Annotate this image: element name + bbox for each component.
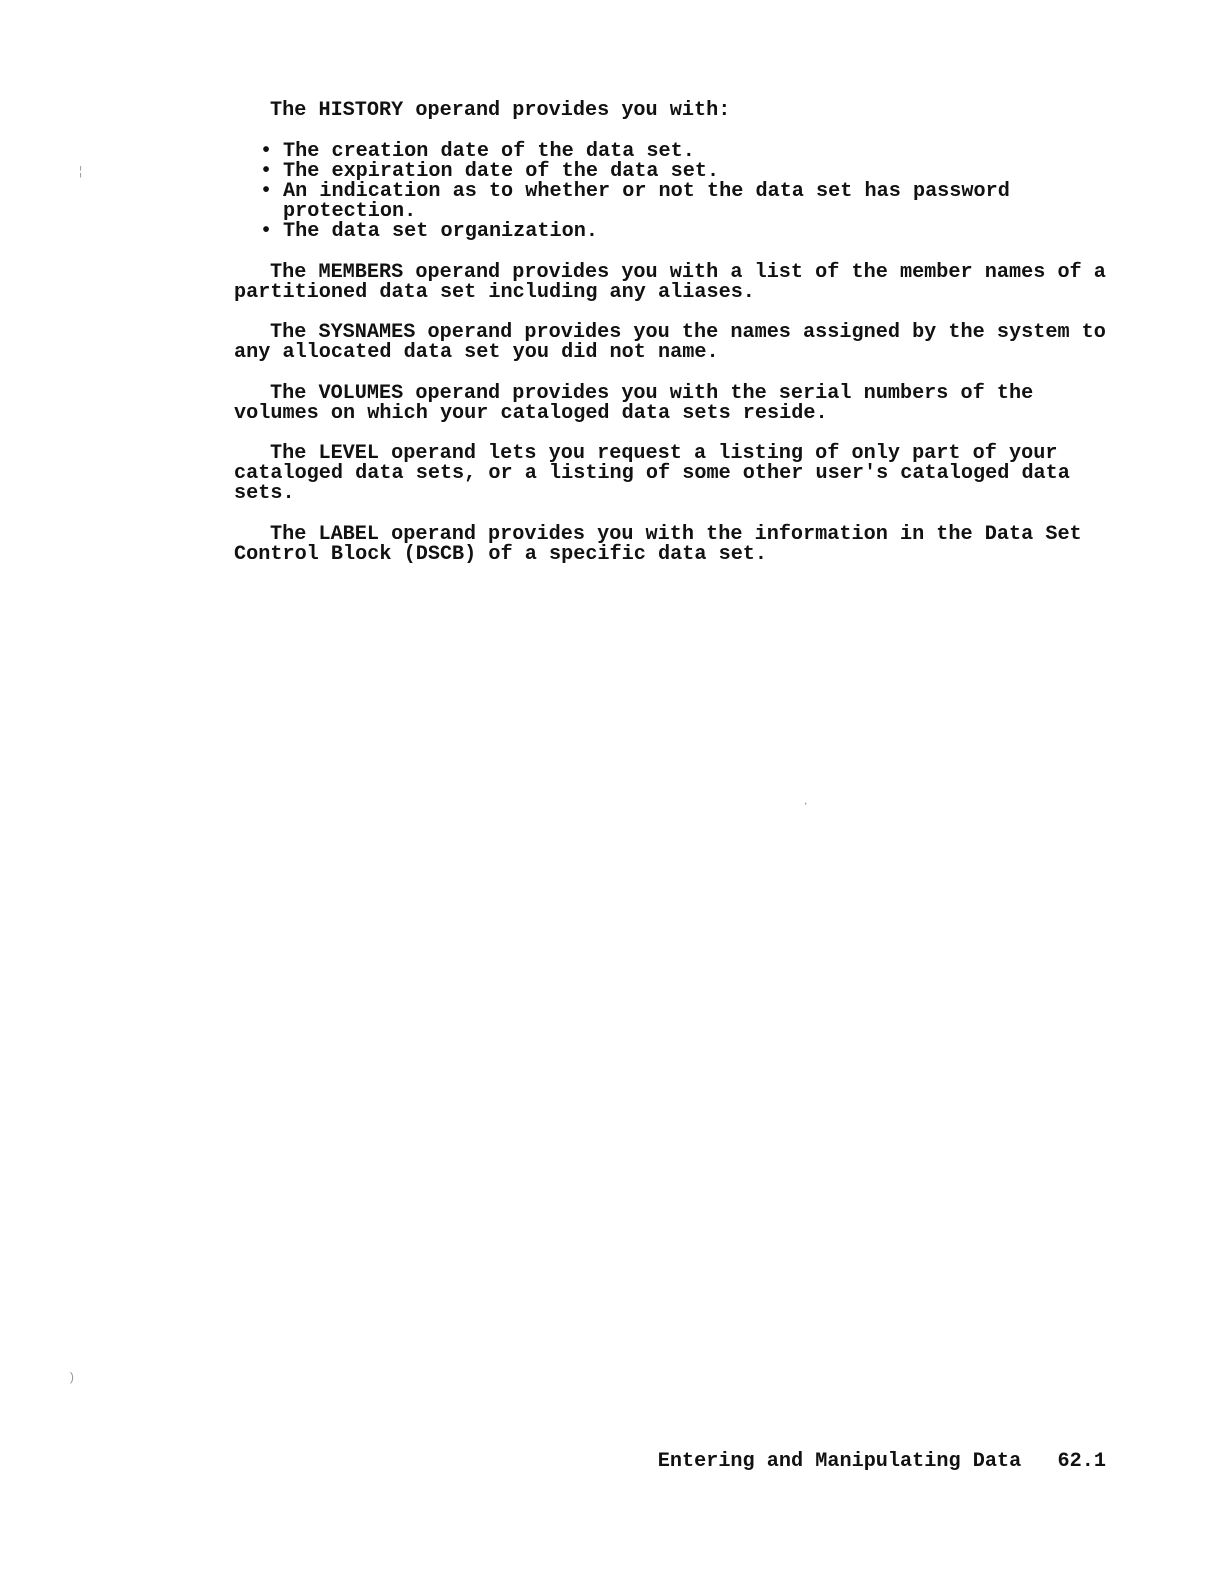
footer-section-title: Entering and Manipulating Data	[657, 1450, 1022, 1473]
scan-speck: )	[68, 1371, 76, 1385]
history-intro: The HISTORY operand provides you with:	[270, 99, 731, 122]
level-paragraph: The LEVEL operand lets you request a listing of only part of your cataloged data sets, or a listing of some other user's cataloged data sets.	[234, 442, 1070, 505]
label-paragraph: The LABEL operand provides you with the information in the Data Set Control Block (DSCB) of a specific data set.	[234, 522, 1082, 566]
bullet-dot-icon: •	[260, 140, 273, 163]
bullet-text: The data set organization.	[283, 220, 598, 243]
scan-speck: ·	[802, 797, 810, 811]
bullet-item	[234, 162, 1114, 182]
footer-page-number: 62.1	[1057, 1450, 1106, 1473]
bullet-item	[234, 222, 1114, 242]
bullet-text: The expiration date of the data set.	[283, 160, 720, 183]
members-paragraph: The MEMBERS operand provides you with a list of the member names of a partitioned data set including any aliases.	[234, 260, 1106, 304]
scan-speck: ¦	[77, 165, 85, 179]
page-footer	[658, 1452, 1106, 1472]
history-bullet-list	[234, 142, 1114, 242]
bullet-dot-icon: •	[260, 180, 273, 203]
bullet-text: An indication as to whether or not the data set has password protection.	[283, 180, 1010, 223]
page-body	[234, 101, 1114, 585]
volumes-paragraph: The VOLUMES operand provides you with the serial numbers of the volumes on which your cataloged data sets reside.	[234, 381, 1034, 425]
bullet-dot-icon: •	[260, 220, 273, 243]
bullet-text: The creation date of the data set.	[283, 140, 695, 163]
sysnames-paragraph: The SYSNAMES operand provides you the names assigned by the system to any allocated data set you did not name.	[234, 321, 1106, 364]
bullet-dot-icon: •	[260, 160, 273, 183]
bullet-item	[234, 182, 1114, 222]
bullet-item	[234, 142, 1114, 162]
